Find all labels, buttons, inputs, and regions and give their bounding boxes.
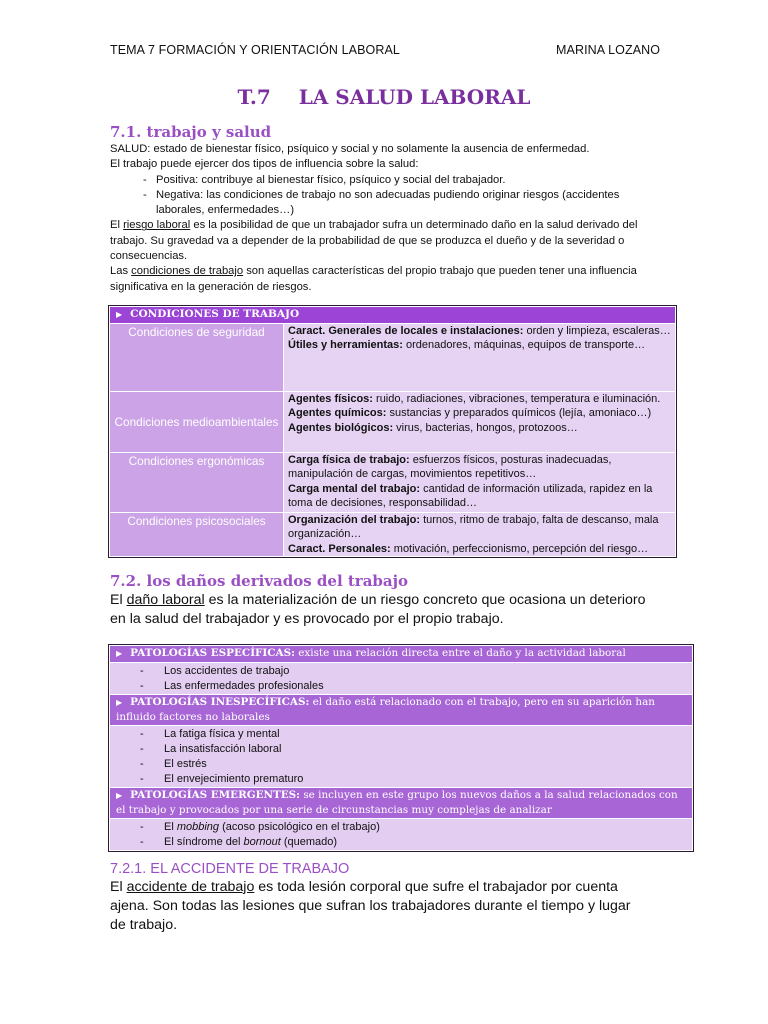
text: son aquellas características del propio trabajo que pueden tener una influencia significativa en la generación de riesgos. (110, 265, 637, 293)
item-text: El envejecimiento prematuro (164, 772, 304, 785)
list-item: - Los accidentes de trabajo (140, 664, 290, 677)
item-emphasis: bornout (243, 835, 281, 848)
items-emergentes (110, 818, 693, 850)
item-text: (acoso psicológico en el trabajo) (219, 820, 380, 833)
text: El (110, 219, 124, 232)
desc-text: ruido, radiaciones, vibraciones, temperatura e iluminación. (372, 393, 661, 405)
bold-term: Carga mental del trabajo: (288, 482, 421, 495)
title-text: LA SALUD LABORAL (298, 85, 531, 109)
triangle-icon: ▶ (116, 697, 123, 707)
row-desc-medioambientales (284, 392, 676, 453)
bold-term: Agentes químicos: (288, 407, 387, 420)
conditions-table-header (110, 307, 676, 324)
bold-term: Caract. Personales: (288, 542, 391, 555)
text: El (110, 879, 127, 895)
text: es la posibilidad de que un trabajador sufra un determinado daño en la salud derivado del trabajo. Su gravedad va a depender de la probabilidad de que se produzca el dueño y de la severidad o consecuencias. (110, 219, 638, 263)
text: Las (110, 265, 132, 278)
page-title (0, 85, 768, 109)
row-label-medioambientales: Condiciones medioambientales (110, 392, 284, 453)
triangle-icon: ▶ (116, 649, 123, 658)
riesgo-paragraph (110, 218, 658, 264)
influence-intro: El trabajo puede ejercer dos tipos de influencia sobre la salud: (110, 158, 419, 171)
item-text: (quemado) (280, 835, 338, 848)
text: El (110, 592, 127, 608)
bold-term: Carga física de trabajo: (288, 454, 410, 466)
item-text: El síndrome del (164, 835, 244, 848)
list-item: - La fatiga física y mental (140, 727, 280, 740)
section-especificas (110, 646, 693, 663)
bold-term: Agentes físicos: (288, 393, 373, 405)
section-desc: el daño está relacionado con el trabajo, pero en su aparición han influido factores no laborales (116, 695, 655, 723)
items-inespecificas (110, 725, 693, 787)
row-label-ergonomicas: Condiciones ergonómicas (110, 453, 284, 513)
text: es toda lesión corporal que sufre el trabajador por cuenta ajena. Son todas las lesiones que sufran los trabajadores durante el tiempo y lugar de trabajo. (110, 879, 631, 933)
section-emergentes (110, 787, 693, 818)
list-item: - Las enfermedades profesionales (140, 679, 324, 692)
header-left: TEMA 7 FORMACIÓN Y ORIENTACIÓN LABORAL (110, 43, 400, 57)
table-heading-text: CONDICIONES DE TRABAJO (130, 308, 300, 320)
section-title: PATOLOGÍAS ESPECÍFICAS: (130, 647, 295, 659)
section-title: PATOLOGÍAS EMERGENTES: (130, 788, 301, 801)
desc-text: virus, bacterias, hongos, protozoos… (393, 421, 578, 434)
bullet-text: Positiva: contribuye al bienestar físico, psíquico y social del trabajador. (156, 173, 506, 186)
desc-text: motivación, perfeccionismo, percepción del riesgo… (390, 542, 649, 555)
bold-term: Caract. Generales de locales e instalaciones: (288, 325, 524, 337)
section-desc: se incluyen en este grupo los nuevos daños a la salud relacionados con el trabajo y provocados por una serie de circunstancias muy complejas de analizar (116, 788, 678, 816)
list-item: - El síndrome del bornout (quemado) (140, 835, 338, 848)
section-7-2-1-heading: 7.2.1. EL ACCIDENTE DE TRABAJO (110, 861, 350, 877)
term-accidente-de-trabajo: accidente de trabajo (126, 879, 255, 895)
header-right: MARINA LOZANO (556, 43, 661, 57)
bullet-positive: - Positiva: contribuye al bienestar físico, psíquico y social del trabajador. (143, 173, 506, 186)
bold-term: Útiles y herramientas: (288, 339, 403, 352)
section-title: PATOLOGÍAS INESPECÍFICAS: (130, 695, 310, 708)
desc-text: esfuerzos físicos, posturas inadecuadas, manipulación de cargas, movimientos repetitivos… (288, 454, 612, 481)
desc-text: cantidad de información utilizada, rapidez en la toma de decisiones, responsabilidad… (288, 482, 653, 510)
conditions-table (109, 306, 676, 557)
item-text: Los accidentes de trabajo (164, 664, 290, 677)
list-item: - La insatisfacción laboral (140, 742, 282, 755)
desc-text: orden y limpieza, escaleras… (523, 325, 671, 337)
title-number: T.7 (237, 85, 271, 109)
item-text: La fatiga física y mental (164, 727, 280, 740)
row-desc-seguridad (284, 324, 676, 392)
pathologies-table (109, 645, 693, 851)
desc-text: turnos, ritmo de trabajo, falta de descanso, mala organización… (288, 514, 659, 541)
bullet-negative: - Negativa: las condiciones de trabajo no son adecuadas pudiendo originar riesgos (accidentes laborales, enfermedades…) (143, 188, 620, 217)
item-emphasis: mobbing (176, 820, 220, 833)
section-inespecificas (110, 694, 693, 725)
row-label-psicosociales: Condiciones psicosociales (110, 513, 284, 557)
salud-definition: SALUD: estado de bienestar físico, psíquico y social y no solamente la ausencia de enfermedad. (110, 143, 590, 155)
item-text: La insatisfacción laboral (164, 742, 282, 755)
desc-text: ordenadores, máquinas, equipos de transporte… (402, 339, 646, 352)
accidente-paragraph (110, 878, 650, 935)
row-label-seguridad: Condiciones de seguridad (110, 324, 284, 392)
bold-term: Agentes biológicos: (288, 421, 394, 434)
dano-laboral-paragraph (110, 591, 650, 629)
triangle-icon: ▶ (116, 790, 123, 800)
term-condiciones-de-trabajo: condiciones de trabajo (131, 265, 244, 278)
items-especificas (110, 662, 693, 694)
triangle-icon: ▶ (116, 309, 123, 319)
list-item: - El estrés (140, 757, 207, 770)
list-item: - El mobbing (acoso psicológico en el trabajo) (140, 820, 380, 833)
section-7-1-body (110, 142, 658, 295)
section-7-1-heading: 7.1. trabajo y salud (110, 123, 272, 141)
text: es la materialización de un riesgo concreto que ocasiona un deterioro en la salud del trabajador y es provocado por el propio trabajo. (110, 592, 646, 627)
term-riesgo-laboral: riesgo laboral (123, 219, 191, 232)
item-text: El (164, 820, 177, 833)
item-text: Las enfermedades profesionales (164, 679, 324, 692)
condiciones-paragraph (110, 264, 658, 295)
section-desc: existe una relación directa entre el daño y la actividad laboral (294, 647, 626, 659)
bold-term: Organización del trabajo: (288, 514, 421, 526)
row-desc-psicosociales (284, 513, 676, 557)
term-dano-laboral: daño laboral (126, 592, 205, 608)
bullet-text: Negativa: las condiciones de trabajo no son adecuadas pudiendo originar riesgos (accidentes laborales, enfermedades…) (156, 188, 620, 217)
row-desc-ergonomicas (284, 453, 676, 513)
desc-text: sustancias y preparados químicos (lejía, amoniaco…) (386, 407, 652, 420)
list-item: - El envejecimiento prematuro (140, 772, 304, 785)
item-text: El estrés (164, 757, 207, 770)
section-7-2-heading: 7.2. los daños derivados del trabajo (110, 572, 409, 590)
